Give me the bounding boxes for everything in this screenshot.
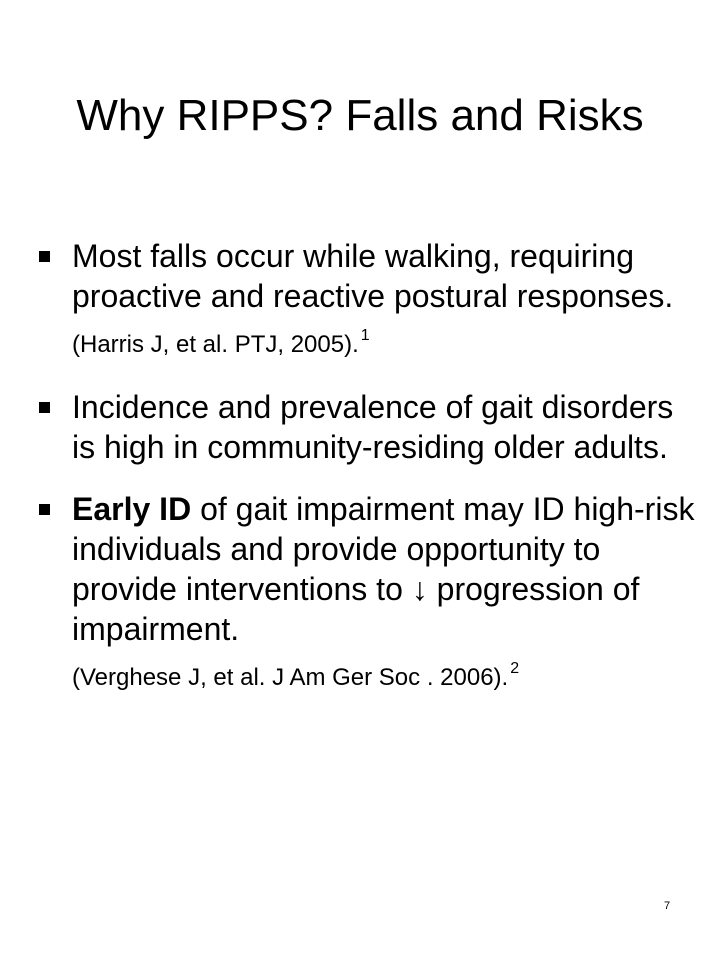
bullet-text: Most falls occur while walking, requiring proactive and reactive postural responses. xyxy=(72,238,674,314)
bullet-item-incidence xyxy=(36,387,696,467)
page-number: 7 xyxy=(664,900,671,912)
bullet-text-after: progression of impairment. xyxy=(72,571,640,647)
bullet-square-icon xyxy=(39,504,50,515)
bullet-square-icon xyxy=(39,251,50,262)
bullet-item-early-id xyxy=(36,489,696,698)
bullet-square-icon xyxy=(39,402,50,413)
citation-superscript: 2 xyxy=(510,660,520,677)
bullet-item-falls xyxy=(36,236,696,365)
citation-superscript: 1 xyxy=(360,327,370,344)
slide-title: Why RIPPS? Falls and Risks xyxy=(76,91,644,140)
bullet-text: of gait impairment may ID high-risk individuals and provide opportunity to provide interventions to xyxy=(72,491,695,607)
bullet-bold-lead: Early ID xyxy=(72,491,192,527)
citation: (Harris J, et al. PTJ, 2005). xyxy=(72,331,359,358)
citation-line xyxy=(72,649,696,698)
bullet-text: Incidence and prevalence of gait disorders is high in community-residing older adults. xyxy=(72,389,674,465)
bullet-list xyxy=(36,236,696,698)
down-arrow-icon: ↓ xyxy=(411,571,428,607)
citation: (Verghese J, et al. J Am Ger Soc . 2006). xyxy=(72,664,509,691)
